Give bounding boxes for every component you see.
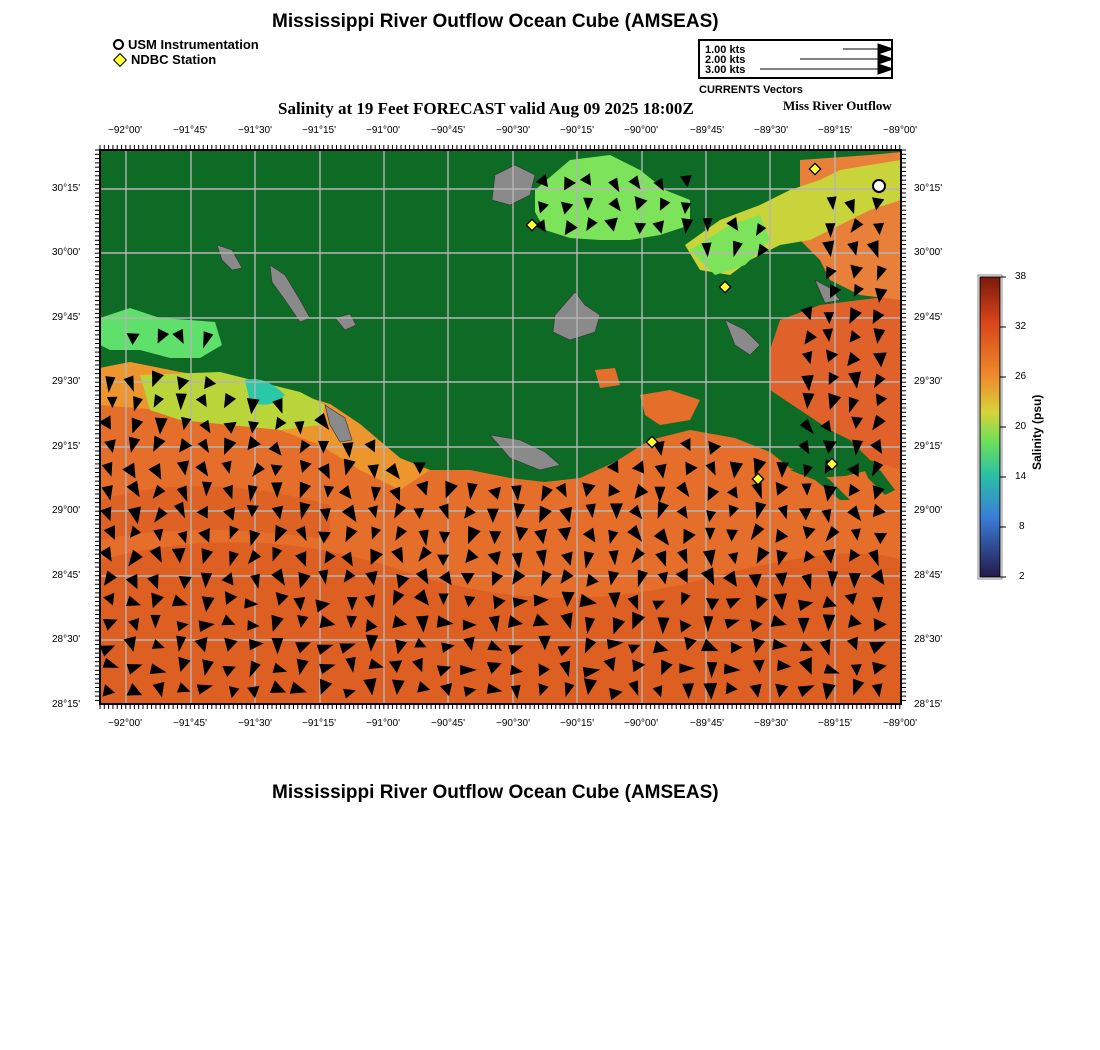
- vector-caption: CURRENTS Vectors: [699, 84, 803, 96]
- lon-label: −91°45': [173, 125, 207, 136]
- lon-label: −91°00': [366, 125, 400, 136]
- lat-label: 28°45': [914, 570, 943, 581]
- legend-ndbc: [113, 52, 216, 67]
- vector-label: 3.00 kts: [705, 64, 746, 76]
- lon-label: −90°00': [624, 125, 658, 136]
- vector-arrows: [698, 39, 893, 79]
- diamond-icon: [113, 52, 127, 66]
- colorbar-tick: 38: [1015, 271, 1027, 282]
- lat-label: 29°00': [914, 505, 943, 516]
- map-subtitle: Salinity at 19 Feet FORECAST valid Aug 09 2025 18:00Z: [278, 99, 694, 118]
- lat-label: 30°00': [914, 247, 943, 258]
- usm-instrument-marker: [873, 180, 885, 192]
- lon-label: −89°00': [883, 125, 917, 136]
- lon-label: −92°00': [108, 718, 142, 729]
- vector-legend-box: [698, 39, 893, 79]
- lon-label: −89°45': [690, 718, 724, 729]
- colorbar-tick: 20: [1015, 421, 1027, 432]
- lat-label: 28°30': [52, 634, 81, 645]
- lon-label: −89°30': [754, 125, 788, 136]
- lon-label: −91°15': [302, 718, 336, 729]
- lon-label: −90°45': [431, 718, 465, 729]
- lon-label: −90°15': [560, 125, 594, 136]
- lon-label: −89°30': [754, 718, 788, 729]
- lat-label: 30°15': [52, 183, 81, 194]
- lat-label: 29°15': [914, 441, 943, 452]
- lat-label: 30°00': [52, 247, 81, 258]
- lon-label: −90°45': [431, 125, 465, 136]
- lon-label: −91°30': [238, 125, 272, 136]
- lat-label: 28°15': [52, 699, 81, 710]
- colorbar-tick: 2: [1019, 571, 1025, 582]
- legend-ndbc-label: NDBC Station: [131, 52, 217, 67]
- legend-usm-label: USM Instrumentation: [128, 37, 259, 52]
- lon-label: −90°00': [624, 718, 658, 729]
- vector-label: 1.00 kts: [705, 44, 746, 56]
- lon-label: −91°30': [238, 718, 272, 729]
- lat-label: 28°15': [914, 699, 943, 710]
- lon-label: −90°30': [496, 718, 530, 729]
- colorbar: [976, 272, 1036, 584]
- lon-label: −91°15': [302, 125, 336, 136]
- lon-label: −89°00': [883, 718, 917, 729]
- lon-label: −91°45': [173, 718, 207, 729]
- lon-label: −89°45': [690, 125, 724, 136]
- lat-label: 29°30': [52, 376, 81, 387]
- lon-label: −90°30': [496, 125, 530, 136]
- lat-label: 30°15': [914, 183, 943, 194]
- map-region-label: Miss River Outflow: [783, 98, 892, 113]
- lat-label: 29°45': [52, 312, 81, 323]
- lat-label: 28°45': [52, 570, 81, 581]
- legend-usm: [113, 37, 259, 52]
- lon-label: −89°15': [818, 125, 852, 136]
- page-title: Mississippi River Outflow Ocean Cube (AMSEAS): [272, 11, 719, 32]
- lon-label: −89°15': [818, 718, 852, 729]
- lat-label: 29°00': [52, 505, 81, 516]
- colorbar-tick: 8: [1019, 521, 1025, 532]
- colorbar-tick: 32: [1015, 321, 1027, 332]
- vector-label: 2.00 kts: [705, 54, 746, 66]
- colorbar-tick: 26: [1015, 371, 1027, 382]
- colorbar-tick: 14: [1015, 471, 1027, 482]
- lon-label: −91°00': [366, 718, 400, 729]
- lat-label: 29°30': [914, 376, 943, 387]
- lat-label: 29°45': [914, 312, 943, 323]
- lon-label: −92°00': [108, 125, 142, 136]
- lat-label: 29°15': [52, 441, 81, 452]
- lon-label: −90°15': [560, 718, 594, 729]
- lat-label: 28°30': [914, 634, 943, 645]
- circle-icon: [113, 39, 124, 50]
- salinity-map: [0, 110, 910, 715]
- colorbar-label: Salinity (psu): [1030, 394, 1044, 470]
- page-title-secondary: Mississippi River Outflow Ocean Cube (AMSEAS): [272, 782, 719, 803]
